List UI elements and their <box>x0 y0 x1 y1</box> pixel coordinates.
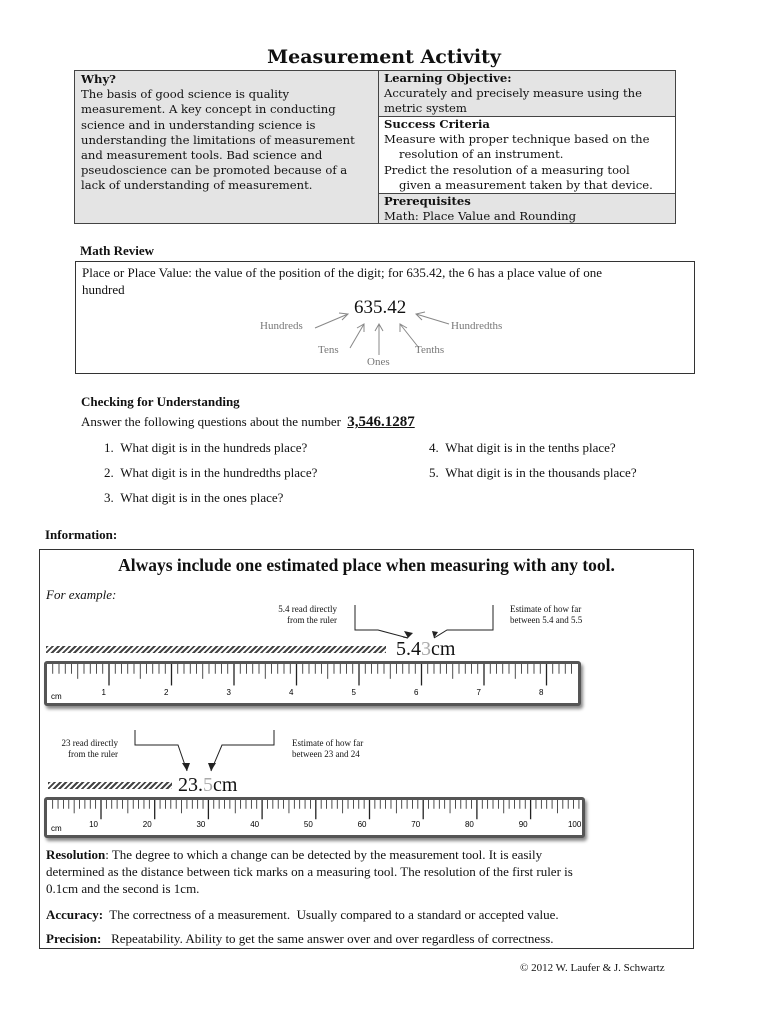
ruler-1 <box>44 661 581 706</box>
tenths-label: Tenths <box>415 344 445 356</box>
why-cell <box>75 71 379 223</box>
question-text: What digit is in the hundreds place? <box>120 440 308 455</box>
prereq-heading: Prerequisites <box>384 194 471 208</box>
prereq-line: Math: Place Value and Rounding <box>384 209 577 224</box>
ex1-est-line: between 5.4 and 5.5 <box>510 615 583 625</box>
success-criteria-cell <box>379 117 675 194</box>
information-box <box>39 549 694 949</box>
math-review-heading: Math Review <box>80 243 155 258</box>
place-value-definition: Place or Place Value: the value of the position of the digit; for 635.42, the 6 has a place value of one <box>82 265 602 280</box>
ex2-value-estimate: 5 <box>203 774 213 796</box>
ruler-2 <box>44 797 585 838</box>
checking-heading: Checking for Understanding <box>81 394 240 409</box>
why-line: understanding the limitations of measurement <box>81 132 355 147</box>
checking-prompt <box>81 414 415 431</box>
why-line: science and in understanding science is <box>81 117 316 132</box>
ex2-read-label <box>44 738 118 760</box>
copyright-footer: © 2012 W. Laufer & J. Schwartz <box>520 962 665 974</box>
resolution-term: Resolution <box>46 847 106 862</box>
accuracy-term: Accuracy: <box>46 907 104 922</box>
question-number: 1. <box>104 440 114 455</box>
precision-term: Precision: <box>46 931 102 946</box>
question-text: What digit is in the hundredths place? <box>120 465 318 480</box>
question-3 <box>104 490 283 506</box>
ruler-tick-label: 40 <box>250 820 260 829</box>
learning-objective-cell <box>379 71 675 117</box>
information-heading: Information: <box>45 527 118 542</box>
ruler-tick-label: 70 <box>411 820 421 829</box>
question-5 <box>429 465 637 481</box>
ruler-tick-label: 60 <box>357 820 367 829</box>
page-title: Measurement Activity <box>267 46 501 68</box>
question-text: What digit is in the ones place? <box>120 490 284 505</box>
ex2-est-line: Estimate of how far <box>292 738 364 748</box>
ruler-tick-label: 5 <box>351 688 356 697</box>
objectives-table <box>74 70 676 224</box>
ruler-tick-label: 10 <box>89 820 98 829</box>
learning-line: metric system <box>384 101 467 116</box>
ruler-tick-label: 20 <box>142 820 152 829</box>
ex1-unit: cm <box>431 638 456 660</box>
ex1-measured-object <box>46 646 386 653</box>
ruler-tick-label: 80 <box>464 820 474 829</box>
ruler-unit-label: cm <box>51 692 62 701</box>
ruler-tick-label: 6 <box>414 688 419 697</box>
why-heading: Why? <box>81 72 116 86</box>
ex2-read-line: 23 read directly <box>61 738 118 748</box>
precision-text: Repeatability. Ability to get the same answer over and over regardless of correctness. <box>101 931 554 946</box>
why-line: and measurement tools. Bad science and <box>81 148 323 163</box>
success-heading: Success Criteria <box>384 117 490 131</box>
question-text: What digit is in the thousands place? <box>445 465 637 480</box>
learning-line: Accurately and precisely measure using the <box>384 86 642 101</box>
question-4 <box>429 440 616 456</box>
math-review-box <box>75 261 695 374</box>
ex1-est-line: Estimate of how far <box>510 604 582 614</box>
question-text: What digit is in the tenths place? <box>445 440 616 455</box>
ruler-tick-label: 100 <box>567 820 582 829</box>
ruler-tick-label: 4 <box>289 688 294 697</box>
why-line: measurement. A key concept in conducting <box>81 102 336 117</box>
ones-label: Ones <box>367 356 390 368</box>
ex1-value-estimate: 3 <box>421 638 431 660</box>
accuracy-text: The correctness of a measurement. Usually compared to a standard or accepted value. <box>103 907 559 922</box>
precision-definition <box>46 930 554 947</box>
ruler-tick-label: 1 <box>101 688 106 697</box>
question-number: 5. <box>429 465 439 480</box>
ruler-tick-label: 7 <box>476 688 481 697</box>
tens-label: Tens <box>318 344 339 356</box>
for-example-label: For example: <box>46 587 117 602</box>
success-line: Predict the resolution of a measuring tool <box>384 162 630 177</box>
ex2-estimate-label <box>292 738 402 760</box>
hundreds-label: Hundreds <box>260 320 303 332</box>
success-line: Measure with proper technique based on the <box>384 132 650 147</box>
success-line: resolution of an instrument. <box>399 147 564 162</box>
accuracy-definition <box>46 906 559 923</box>
resolution-text-2: determined as the distance between tick marks on a measuring tool. The resolution of the first ruler is <box>46 864 573 879</box>
question-number: 2. <box>104 465 114 480</box>
ruler-tick-label: 90 <box>518 820 528 829</box>
ex2-unit: cm <box>213 774 238 796</box>
ruler-tick-label: 2 <box>164 688 169 697</box>
learning-heading: Learning Objective: <box>384 71 512 85</box>
success-line: given a measurement taken by that device. <box>399 177 653 192</box>
ex2-measured-object <box>48 782 172 789</box>
information-headline: Always include one estimated place when measuring with any tool. <box>118 555 615 575</box>
why-line: The basis of good science is quality <box>81 87 290 102</box>
ex1-value-main: 5.4 <box>396 638 421 660</box>
resolution-text-3: 0.1cm and the second is 1cm. <box>46 881 200 896</box>
question-number: 3. <box>104 490 114 505</box>
why-line: lack of understanding of measurement. <box>81 178 313 193</box>
ruler-tick-label: 30 <box>196 820 206 829</box>
ex2-value-main: 23. <box>178 774 203 796</box>
example-number: 635.42 <box>354 297 407 318</box>
question-1 <box>104 440 307 456</box>
ex1-measurement <box>396 638 455 661</box>
question-number: 4. <box>429 440 439 455</box>
ex2-read-line: from the ruler <box>68 749 118 759</box>
resolution-text: : The degree to which a change can be detected by the measurement tool. It is easily <box>105 847 543 862</box>
prerequisites-cell <box>379 194 675 223</box>
ruler-tick-label: 8 <box>539 688 544 697</box>
hundredths-label: Hundredths <box>451 320 503 332</box>
question-2 <box>104 465 317 481</box>
checking-number: 3,546.1287 <box>347 414 415 430</box>
ex2-est-line: between 23 and 24 <box>292 749 360 759</box>
ex1-read-line: from the ruler <box>287 615 337 625</box>
ex1-read-line: 5.4 read directly <box>278 604 337 614</box>
ruler-tick-label: 3 <box>226 688 231 697</box>
checking-prompt-text: Answer the following questions about the number <box>81 414 341 429</box>
place-value-definition-cont: hundred <box>82 282 125 297</box>
ruler-unit-label: cm <box>51 824 62 833</box>
ruler-tick-label: 50 <box>303 820 313 829</box>
ex2-measurement <box>178 774 237 797</box>
resolution-definition <box>46 846 686 897</box>
why-line: pseudoscience can be promoted because of a <box>81 163 348 178</box>
